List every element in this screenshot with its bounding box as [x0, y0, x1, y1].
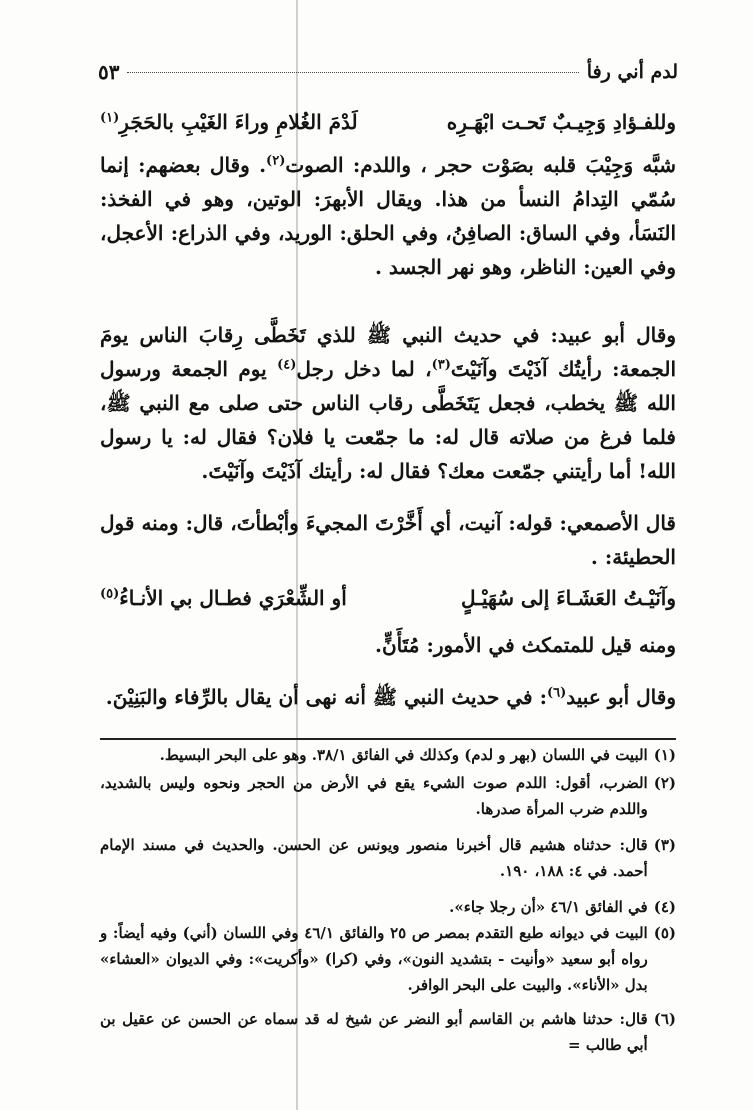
- verse-2: [100, 586, 676, 620]
- footnote-number: (٦): [653, 1010, 676, 1028]
- page-number: ٥٣: [98, 60, 120, 84]
- footnote-ref-2: (٢): [266, 153, 286, 169]
- footnote-separator: [100, 738, 676, 740]
- verse-1-first-hemistich: وللفـؤادِ وَجِيـبٌ تَحـت ابْهَـرِه: [446, 110, 676, 134]
- paragraph-2: وقال أبو عبيد: في حديث النبي ﷺ للذي تَخَطَّى رِقابَ الناس يومَ الجمعة: رأيتُك آذَيْتَ وآنَيْتَ$^{(٣)}$، لما دخل رجل$^{(٤)}$ يوم الجمعة ورسول الله ﷺ يخطب، فجعل يَتَخَطَّى رقاب الناس حتى صلى مع النبي ﷺ، فلما فرغ من صلاته قال له: ما جمّعت يا فلان؟ فقال له: يا رسول الله! أما رأيتني جمّعت معك؟ فقال له: رأيتك آذَيْتَ وآنَيْتَ.: [100, 323, 676, 483]
- footnote-ref-3: (٣): [431, 357, 451, 373]
- footnote-text: البيت في ديوانه طبع التقدم بمصر ص ٢٥ والفائق ٤٦/١ وفي اللسان (أني) وفيه أيضاً: و رواه أبو سعيد «وأنيت - بتشديد النون»، وفي (كرا) «وأكريت»: وفي الديوان «العشاء» بدل «الأناء». والبيت على البحر الوافر.: [100, 924, 648, 994]
- footnote-text: قال: حدثناه هشيم قال أخبرنا منصور ويونس عن الحسن. والحديث في مسند الإمام أحمد. في ٤: ١٨٨، ١٩٠.: [100, 836, 648, 880]
- verse-2-first-hemistich: وآنَيْـتُ العَشَـاءَ إلى سُهَيْـلٍ: [460, 586, 676, 610]
- footnote-number: (٥): [653, 924, 676, 942]
- footnote-ref-1: (١): [100, 110, 120, 126]
- footnote-ref-4: (٤): [277, 357, 297, 373]
- paragraph-1: شبَّه وَجِيْبَ قلبه بصَوْت حجر ، واللدم: الصوت$^{(٢)}$. وقال بعضهم: إنما سُمّي التِدامُ النسأ من هذا. ويقال الأبهرَ: الوتين، وهو في الفخذ: النَسَأ، وفي الساق: الصافِنُ، وفي الحلق: الوريد، وفي الذراع: الأعجل، وفي العين: الناظر، وهو نهر الجسد .: [100, 153, 676, 279]
- verse-2-second-hemistich: أو الشِّعْرَي فطـال بي الأنـاءُ$^{(٥)}$: [100, 586, 347, 610]
- footnote-ref-6: (٦): [546, 685, 567, 701]
- footnote-5: [100, 920, 676, 998]
- running-head: [98, 54, 678, 90]
- footnote-1: [100, 742, 676, 768]
- footnote-text: البيت في اللسان (بهر و لدم) وكذلك في الفائق ٣٨/١. وهو على البحر البسيط.: [159, 746, 648, 764]
- footnote-text: قال: حدثنا هاشم بن القاسم أبو النضر عن شيخ له قد سماه عن الحسن عن عقيل بن أبي طالب =: [100, 1010, 648, 1054]
- footnote-text: الضرب، أقول: اللدم صوت الشيء يقع في الأرض من الحجر ونحوه وليس بالشديد، واللدم ضرب المرأة صدرها.: [100, 774, 648, 818]
- running-head-title: لدم أني رفأ: [586, 61, 678, 83]
- footnote-6: [100, 1006, 676, 1058]
- paragraph-4: ومنه قيل للمتمكث في الأمور: مُتَأَنٍّ.: [374, 633, 676, 657]
- verse-1: [100, 110, 676, 144]
- paragraph-5: وقال أبو عبيد$^{(٦)}$: في حديث النبي ﷺ أنه نهى أن يقال بالرِّفاء والبَنِيْنَ.: [105, 685, 676, 709]
- footnote-ref-5: (٥): [100, 586, 120, 602]
- footnote-number: (١): [653, 746, 676, 764]
- running-head-dotted-rule: [127, 72, 578, 73]
- footnote-number: (٤): [653, 898, 676, 916]
- paragraph-3: قال الأصمعي: قوله: آنيت، أي أَخَّرْتَ المجيءَ وأبْطأتَ، قال: ومنه قول الحطيئة: .: [100, 511, 676, 569]
- footnote-number: (٣): [653, 836, 676, 854]
- verse-1-second-hemistich: لَدْمَ الغُلامِ وراءَ الغَيْبِ بالحَجَرِ$^{(١)}$: [100, 110, 358, 134]
- footnote-3: [100, 832, 676, 884]
- footnote-2: [100, 770, 676, 822]
- footnote-number: (٢): [653, 774, 676, 792]
- footnote-4: [100, 894, 676, 920]
- footnote-text: في الفائق ٤٦/١ «أن رجلا جاء».: [449, 898, 648, 916]
